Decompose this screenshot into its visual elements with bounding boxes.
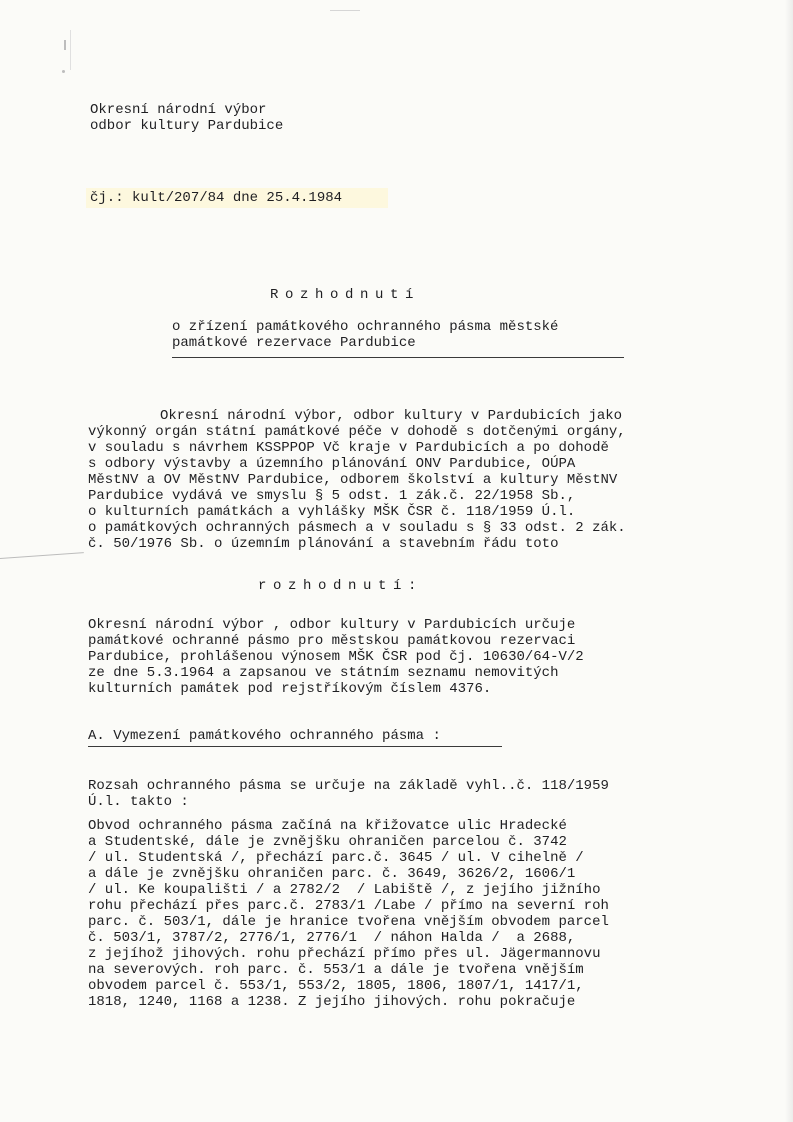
scan-mark <box>62 70 65 73</box>
paragraph-line: parc. č. 503/1, dále je hranice tvořena vnějším obvodem parcel <box>88 914 609 930</box>
paragraph-line: Rozsah ochranného pásma se určuje na základě vyhl..č. 118/1959 <box>88 778 609 794</box>
paragraph-line: Okresní národní výbor , odbor kultury v Pardubicích určuje <box>88 617 576 633</box>
paragraph-line: 1818, 1240, 1168 a 1238. Z jejího jihových. rohu pokračuje <box>88 994 576 1010</box>
intro-paragraph <box>88 408 778 552</box>
paragraph-line: č. 50/1976 Sb. o územním plánování a stavebním řádu toto <box>88 536 559 552</box>
scan-mark <box>330 10 360 11</box>
paragraph-line: č. 503/1, 3787/2, 2776/1, 2776/1 / náhon Halda / a 2688, <box>88 930 576 946</box>
boundary-paragraph <box>88 818 778 1010</box>
paragraph-line: o kulturních památkách a vyhlášky MŠK ČSR č. 118/1959 Ú.l. <box>88 504 576 520</box>
document-subject-line-2: památkové rezervace Pardubice <box>172 335 416 351</box>
document-subject-line-1: o zřízení památkového ochranného pásma městské <box>172 319 559 335</box>
paragraph-line: Pardubice, prohlášenou výnosem MŠK ČSR pod čj. 10630/64-V/2 <box>88 649 584 665</box>
scan-mark <box>0 552 84 559</box>
paragraph-line: ze dne 5.3.1964 a zapsanou ve státním seznamu nemovitých <box>88 665 559 681</box>
title-underline <box>172 357 624 358</box>
paragraph-line: / ul. Ke koupališti / a 2782/2 / Labiště /, z jejího jižního <box>88 882 601 898</box>
paragraph-line: z jejíhož jihových. rohu přechází přímo přes ul. Jägermannovu <box>88 946 601 962</box>
scan-mark <box>64 40 66 50</box>
paragraph-line: Obvod ochranného pásma začíná na křižovatce ulic Hradecké <box>88 818 567 834</box>
paragraph-line: Okresní národní výbor, odbor kultury v Pardubicích jako <box>160 408 623 424</box>
paragraph-line: o památkových ochranných pásmech a v souladu s § 33 odst. 2 zák. <box>88 520 626 536</box>
authority-name: Okresní národní výbor <box>90 102 267 118</box>
paragraph-line: kulturních památek pod rejstříkovým číslem 4376. <box>88 681 492 697</box>
paragraph-line: v souladu s návrhem KSSPPOP Vč kraje v Pardubicích a po dohodě <box>88 440 609 456</box>
paragraph-line: Pardubice vydává ve smyslu § 5 odst. 1 zák.č. 22/1958 Sb., <box>88 488 576 504</box>
paragraph-line: a dále je zvnějšku ohraničen parc. č. 3649, 3626/2, 1606/1 <box>88 866 576 882</box>
paragraph-line: výkonný orgán státní památkové péče v dohodě s dotčenými orgány, <box>88 424 626 440</box>
scope-paragraph <box>88 778 778 810</box>
paragraph-line: s odbory výstavby a územního plánování ONV Pardubice, OÚPA <box>88 456 576 472</box>
paragraph-line: rohu přechází přes parc.č. 2783/1 /Labe / přímo na severní roh <box>88 898 609 914</box>
page-edge-shadow <box>785 0 793 1122</box>
paragraph-line: památkové ochranné pásmo pro městskou památkovou rezervaci <box>88 633 576 649</box>
document-title: Rozhodnutí <box>270 287 421 303</box>
decision-paragraph <box>88 617 778 697</box>
paragraph-line: na severových. roh parc. č. 553/1 a dále je tvořena vnějším <box>88 962 584 978</box>
department-name: odbor kultury Pardubice <box>90 118 284 134</box>
paragraph-line: / ul. Studentská /, přechází parc.č. 3645 / ul. V cihelně / <box>88 850 584 866</box>
decision-heading: rozhodnutí: <box>258 578 424 594</box>
reference-number: čj.: kult/207/84 dne 25.4.1984 <box>90 190 343 206</box>
section-a-heading: A. Vymezení památkového ochranného pásma : <box>88 728 441 744</box>
paragraph-line: MěstNV a OV MěstNV Pardubice, odborem školství a kultury MěstNV <box>88 472 618 488</box>
section-a-underline <box>88 746 502 747</box>
paragraph-line: Ú.l. takto : <box>88 794 189 810</box>
paragraph-line: obvodem parcel č. 553/1, 553/2, 1805, 1806, 1807/1, 1417/1, <box>88 978 584 994</box>
paragraph-line: a Studentské, dále je zvnějšku ohraničen parcelou č. 3742 <box>88 834 567 850</box>
scan-mark <box>70 30 71 70</box>
